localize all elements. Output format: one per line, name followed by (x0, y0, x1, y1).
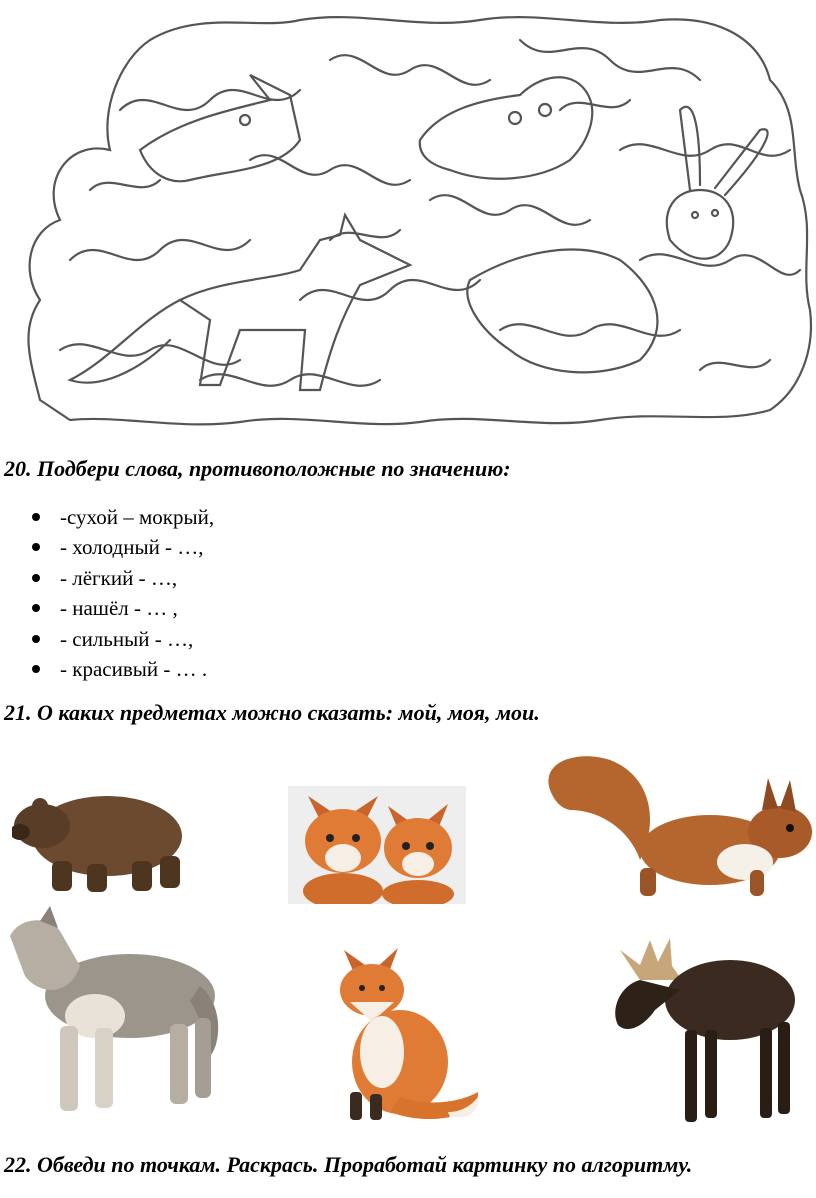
task-21-heading: 21. О каких предметах можно сказать: мой, моя, мои. (4, 700, 540, 725)
task-22-heading: 22. Обведи по точкам. Раскрась. Проработай картинку по алгоритму. (4, 1152, 693, 1177)
list-item: - нашёл - … , (30, 593, 214, 623)
fox-icon (330, 942, 482, 1124)
wolf-icon (0, 906, 228, 1126)
hidden-animals-illustration (0, 0, 816, 440)
task-20-heading: 20. Подбери слова, противоположные по значению: (4, 456, 511, 481)
moose-icon (600, 930, 800, 1126)
list-item: - лёгкий - …, (30, 563, 214, 593)
opposites-list (30, 502, 214, 684)
two-foxes-icon (288, 786, 466, 904)
bear-icon (12, 776, 192, 896)
list-item: -сухой – мокрый, (30, 502, 214, 532)
list-item: - сильный - …, (30, 624, 214, 654)
list-item: - холодный - …, (30, 532, 214, 562)
list-item: - красивый - … . (30, 654, 214, 684)
squirrel-icon (540, 750, 816, 906)
